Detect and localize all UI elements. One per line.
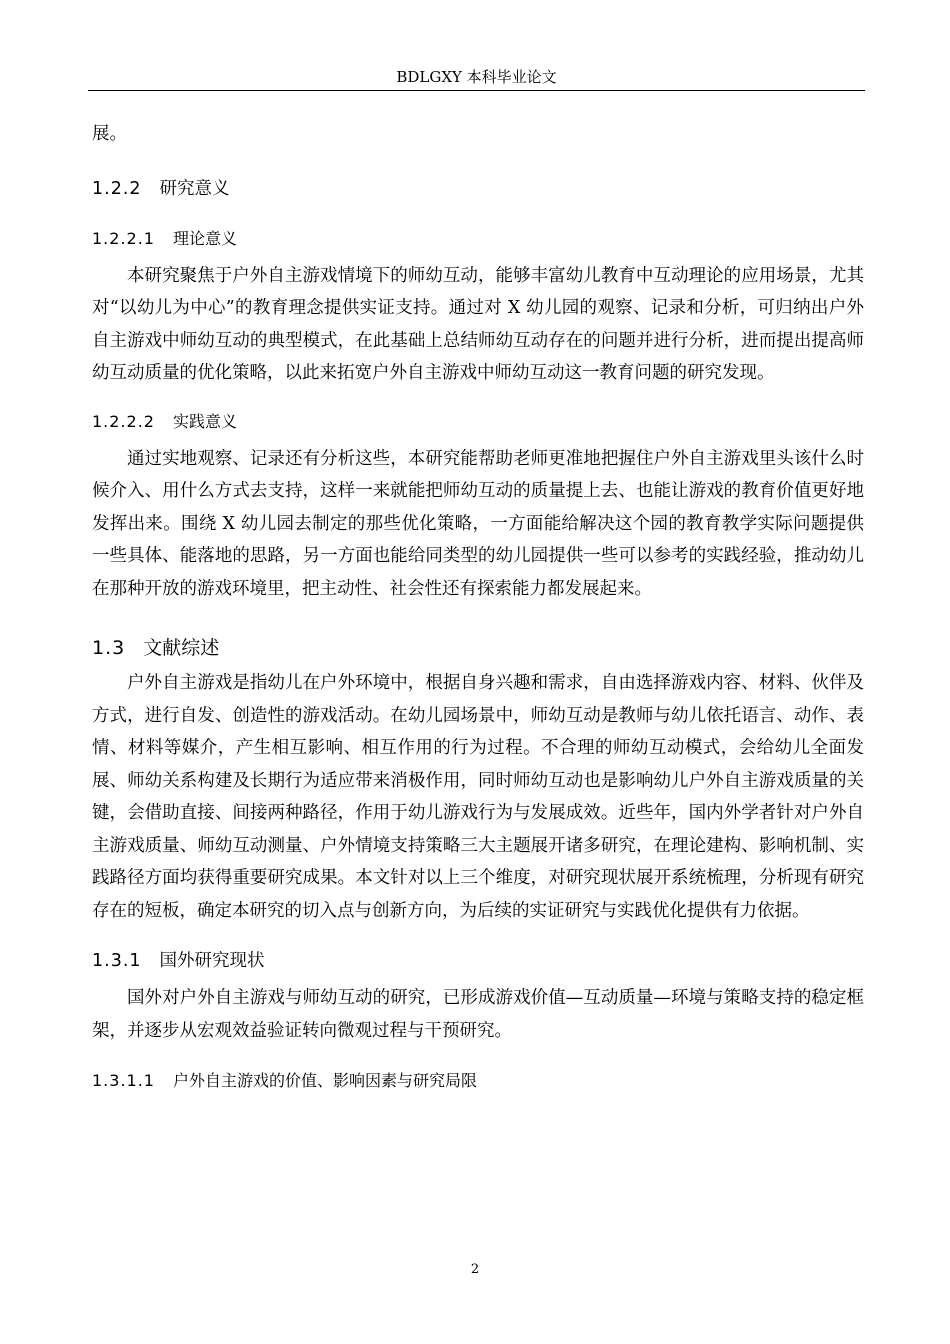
heading-1-3 [92,635,864,661]
page-number: 2 [470,1262,480,1277]
section-title: 理论意义 [172,228,237,248]
section-title: 户外自主游戏的价值、影响因素与研究局限 [172,1071,477,1090]
running-header: BDLGXY 本科毕业论文 [396,68,557,86]
paragraph-foreign-research: 国外对户外自主游戏与师幼互动的研究，已形成游戏价值—互动质量—环境与策略支持的稳定框架，并逐步从宏观效益验证转向微观过程与干预研究。 [92,988,864,1041]
section-title: 文献综述 [143,637,220,659]
section-number: 1.3.1 [92,951,142,971]
section-number: 1.2.2 [92,178,142,199]
heading-1-2-2-1 [92,227,864,251]
heading-1-3-1-1 [92,1069,864,1093]
heading-1-3-1 [92,949,864,973]
section-number: 1.3.1.1 [92,1071,155,1090]
section-title: 国外研究现状 [159,951,265,971]
section-number: 1.3 [92,637,126,659]
section-title: 实践意义 [172,411,237,431]
header-divider [88,90,865,91]
paragraph-practical-significance: 通过实地观察、记录还有分析这些，本研究能帮助老师更准地把握住户外自主游戏里头该什么时候介入、用什么方式去支持，这样一来就能把师幼互动的质量提上去、也能让游戏的教育价值更好地发挥出来。围绕 X 幼儿园去制定的那些优化策略，一方面能给解决这个园的教育教学实际问题提供一些具体、能落地的思路，另一方面也能给同类型的幼儿园提供一些可以参考的实践经验，推动幼儿在那种开放的游戏环境里，把主动性、社会性还有探索能力都发展起来。 [92,448,864,599]
heading-1-2-2 [92,177,864,201]
section-number: 1.2.2.2 [92,411,155,431]
paragraph-literature-review: 户外自主游戏是指幼儿在户外环境中，根据自身兴趣和需求，自由选择游戏内容、材料、伙伴及方式，进行自发、创造性的游戏活动。在幼儿园场景中，师幼互动是教师与幼儿依托语言、动作、表情、材料等媒介，产生相互影响、相互作用的行为过程。不合理的师幼互动模式，会给幼儿全面发展、师幼关系构建及长期行为适应带来消极作用，同时师幼互动也是影响幼儿户外自主游戏质量的关键，会借助直接、间接两种路径，作用于幼儿游戏行为与发展成效。近些年，国内外学者针对户外自主游戏质量、师幼互动测量、户外情境支持策略三大主题展开诸多研究，在理论建构、影响机制、实践路径方面均获得重要研究成果。本文针对以上三个维度，对研究现状展开系统梳理，分析现有研究存在的短板，确定本研究的切入点与创新方向，为后续的实证研究与实践优化提供有力依据。 [92,673,864,921]
paragraph-theoretical-significance: 本研究聚焦于户外自主游戏情境下的师幼互动，能够丰富幼儿教育中互动理论的应用场景，尤其对“以幼儿为中心”的教育理念提供实证支持。通过对 X 幼儿园的观察、记录和分析，可归纳出户外自主游戏中师幼互动的典型模式，在此基础上总结师幼互动存在的问题并进行分析，进而提出提高师幼互动质量的优化策略，以此来拓宽户外自主游戏中师幼互动这一教育问题的研究发现。 [92,265,864,383]
continued-paragraph: 展。 [92,124,127,144]
section-title: 研究意义 [159,178,230,199]
section-number: 1.2.2.1 [92,228,155,248]
heading-1-2-2-2 [92,410,864,434]
page-body [92,118,864,1093]
